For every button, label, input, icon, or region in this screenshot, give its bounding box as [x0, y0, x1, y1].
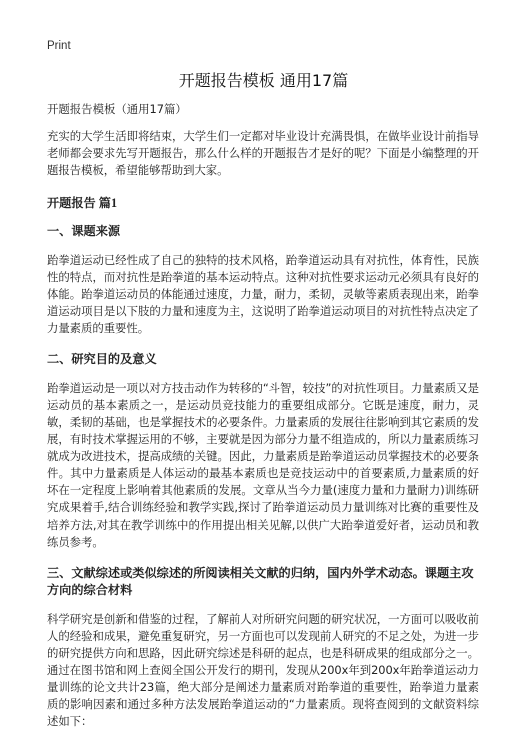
document-title: 开题报告模板 通用17篇	[178, 71, 349, 90]
section-body-source: 跆拳道运动已经性成了自己的独特的技术风格，跆拳道运动具有对抗性，体育性，民族性的特点，而对抗性是跆拳道的基本运动特点。这种对抗性要求运动元必须具有良好的体能。跆拳道运动员的体能通过速度，力量，耐力，柔韧，灵敏等素质表现出来，跆拳道运动项目是以下肢的力量和速度为主，这说明了跆拳道运动项目的对抗性特点决定了力量素质的重要性。	[47, 252, 479, 336]
part-title: 开题报告 篇1	[47, 196, 118, 211]
section-heading-purpose: 二、研究目的及意义	[47, 352, 157, 367]
document-subtitle: 开题报告模板（通用17篇）	[47, 102, 187, 116]
section-body-literature: 科学研究是创新和借鉴的过程，了解前人对所研究问题的研究状况，一方面可以吸收前人的经验和成果，避免重复研究，另一方面也可以发现前人研究的不足之处，为进一步的研究提供方向和思路，因此研究综述是科研的起点，也是科研成果的组成部分之一。通过在图书馆和网上查阅全国公开发行的期刊，发现从200x年到200x年跆拳道运动力量训练的论文共计23篇，绝大部分是阐述力量素质对跆拳道的重要性，跆拳道力量素质的影响因素和通过多种方法发展跆拳道运动的“力量素质。现将查阅到的文献资料综述如下：	[47, 611, 479, 729]
intro-paragraph: 充实的大学生活即将结束，大学生们一定都对毕业设计充满畏惧，在做毕业设计前指导老师都会要求先写开题报告，那么什么样的开题报告才是好的呢？下面是小编整理的开题报告模板，希望能够帮助到大家。	[47, 129, 479, 178]
print-link[interactable]: Print	[47, 40, 71, 52]
section-body-purpose: 跆拳道运动是一项以对方技击动作为转移的“斗智，较技”的对抗性项目。力量素质又是运动员的基本素质之一，是运动员竞技能力的重要组成部分。它既是速度，耐力，灵敏，柔韧的基础，也是掌握技术的必要条件。力量素质的发展往往影响到其它素质的发展，有时技术掌握运用的不够，主要就是因为部分力量不组造成的，所以力量素质练习就成为改进技术，提高成绩的关键。因此，力量素质是跆拳道运动员掌握技术的必要条件。其中力量素质是人体运动的最基本素质也是竞技运动中的首要素质,力量素质的好坏在一定程度上影响着其他素质的发展。文章从当今力量(速度力量和力量耐力)训练研究成果着手,结合训练经验和教学实践,探讨了跆拳道运动员力量训练对比赛的重要性及培养方法,对其在教学训练中的作用提出相关见解,以供广大跆拳道爱好者，运动员和教练员参考。	[47, 380, 479, 549]
section-heading-source: 一、课题来源	[47, 224, 121, 239]
document-body	[47, 101, 479, 730]
section-heading-literature: 三、文献综述或类似综述的所阅读相关文献的归纳，国内外学术动态。课题主攻方向的综合材料	[47, 565, 474, 598]
